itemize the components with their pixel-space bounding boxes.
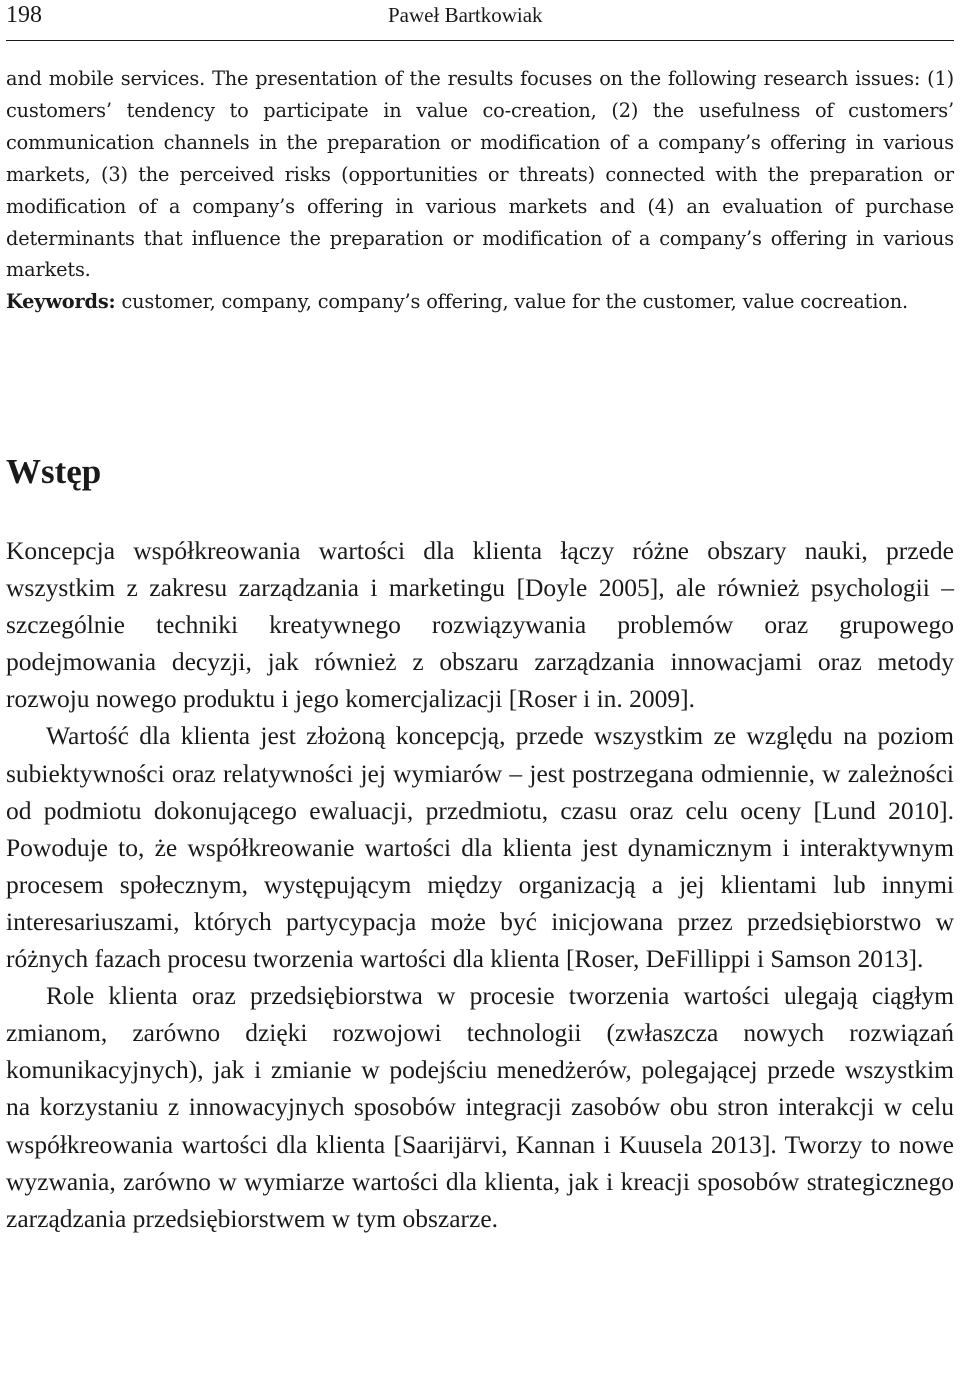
running-head-author: Paweł Bartkowiak [388,3,543,27]
body-paragraph-3: Role klienta oraz przedsiębiorstwa w procesie tworzenia wartości ulegają ciągłym zmianom, zarówno dzięki rozwojowi technologii (zwłaszcza nowych rozwiązań komunikacyjnych), jak i zmianie w podejściu menedżerów, polegającej przede wszystkim na korzystaniu z innowacyjnych sposobów integracji zasobów obu stron interakcji w celu współkreowania wartości dla klienta [Saarijärvi, Kannan i Kuusela 2013]. Tworzy to nowe wyzwania, zarówno w wymiarze wartości dla klienta, jak i kreacji sposobów strategicznego zarządzania przedsiębiorstwem w tym obszarze. [6,981,954,1233]
body-paragraph-1: Koncepcja współkreowania wartości dla klienta łączy różne obszary nauki, przede wszystkim z zakresu zarządzania i marketingu [Doyle 2005], ale również psychologii – szczególnie techniki kreatywnego rozwiązywania problemów oraz grupowego podejmowania decyzji, jak również z obszaru zarządzania innowacjami oraz metody rozwoju nowego produktu i jego komercjalizacji [Roser i in. 2009]. [6,536,954,714]
running-head [6,0,954,41]
abstract-text: and mobile services. The presentation of the results focuses on the following research issues: (1) customers’ tendency to participate in value co-creation, (2) the usefulness of customers’ communication channels in the preparation or modification of a company’s offering in various markets, (3) the perceived risks (opportunities or threats) connected with the preparation or modification of a company’s offering in various markets and (4) an evaluation of purchase determinants that influence the preparation or modification of a company’s offering in various markets. [6,67,954,282]
keywords-text: customer, company, company’s offering, value for the customer, value cocreation. [115,290,908,314]
keywords-label: Keywords: [6,290,116,314]
page-number: 198 [6,2,42,28]
keywords [6,286,954,318]
abstract [6,63,954,318]
body-text [6,532,954,1237]
section-heading: Wstęp [6,452,102,491]
body-paragraph-2: Wartość dla klienta jest złożoną koncepcją, przede wszystkim ze względu na poziom subiektywności oraz relatywności jej wymiarów – jest postrzegana odmiennie, w zależności od podmiotu dokonującego ewaluacji, przedmiotu, czasu oraz celu oceny [Lund 2010]. Powoduje to, że współkreowanie wartości dla klienta jest dynamicznym i interaktywnym procesem społecznym, występującym między organizacją a jej klientami lub innymi interesariuszami, których partycypacja może być inicjowana przez przedsiębiorstwo w różnych fazach procesu tworzenia wartości dla klienta [Roser, DeFillippi i Samson 2013]. [6,721,954,974]
page [6,0,954,1233]
